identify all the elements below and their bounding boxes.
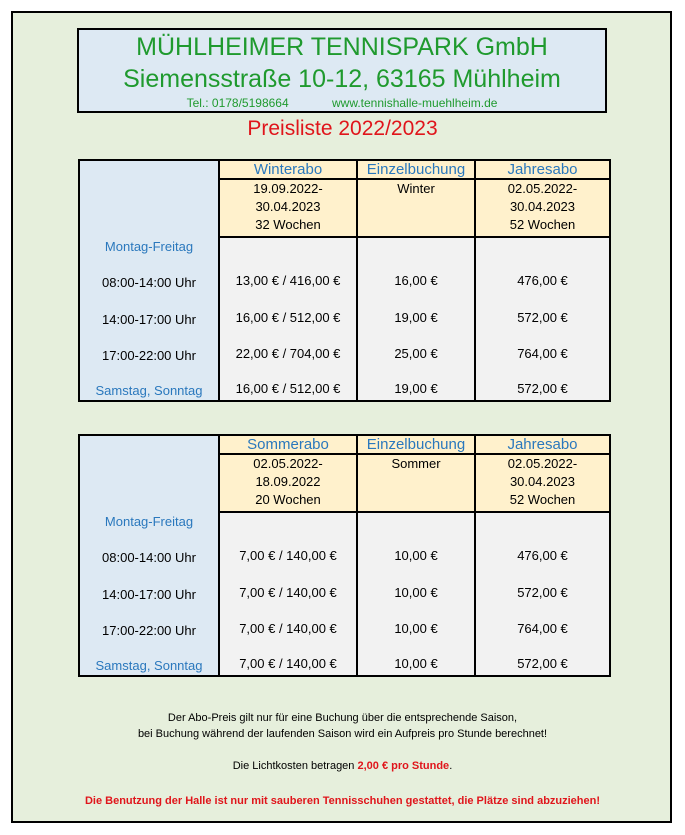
column-header: Jahresabo (475, 435, 610, 454)
price-cell: 7,00 € / 140,00 € (239, 621, 337, 636)
abo-prices (219, 512, 357, 676)
price-cell: 16,00 € / 512,00 € (235, 310, 341, 325)
column-header: Winterabo (219, 160, 357, 179)
hall-rules-note: Die Benutzung der Halle ist nur mit sauberen Tennisschuhen gestattet, die Plätze sind abzuziehen! (84, 795, 601, 807)
price-cell: 10,00 € (394, 656, 438, 671)
price-cell: 22,00 € / 704,00 € (235, 346, 341, 361)
date-line: 02.05.2022- (507, 181, 578, 196)
season-dates (357, 179, 475, 237)
price-cell: 10,00 € (394, 585, 438, 600)
time-slot-label: 17:00-22:00 Uhr (102, 623, 196, 638)
phone-number: Tel.: 0178/5198664 (186, 96, 289, 110)
row-labels-cell (79, 435, 219, 676)
price-cell: 10,00 € (394, 621, 438, 636)
season-dates (219, 454, 357, 512)
time-slot-label: 14:00-17:00 Uhr (102, 312, 196, 327)
price-cell: 764,00 € (517, 621, 568, 636)
summer-price-table (78, 434, 611, 677)
weekend-label: Samstag, Sonntag (95, 383, 203, 398)
company-name: MÜHLHEIMER TENNISPARK GmbH (136, 33, 548, 61)
light-suffix: . (449, 760, 453, 772)
column-header: Einzelbuchung (357, 160, 475, 179)
date-line: 52 Wochen (509, 217, 576, 232)
note-line: Der Abo-Preis gilt nur für eine Buchung über die entsprechende Saison, (167, 712, 518, 724)
season-dates (357, 454, 475, 512)
date-line: 30.04.2023 (255, 199, 321, 214)
price-cell: 7,00 € / 140,00 € (239, 585, 337, 600)
date-line: 30.04.2023 (509, 474, 576, 489)
annual-prices (475, 237, 610, 401)
price-cell: 16,00 € (394, 273, 438, 288)
price-cell: 25,00 € (394, 346, 438, 361)
price-cell: 7,00 € / 140,00 € (239, 656, 337, 671)
price-cell: 572,00 € (517, 381, 568, 396)
row-labels-cell (79, 160, 219, 401)
website-link[interactable]: www.tennishalle-muehlheim.de (332, 96, 498, 110)
column-header: Einzelbuchung (357, 435, 475, 454)
weekday-label: Montag-Freitag (104, 514, 194, 529)
price-cell: 572,00 € (517, 656, 568, 671)
contact-line (79, 96, 605, 110)
annual-prices (475, 512, 610, 676)
company-address: Siemensstraße 10-12, 63165 Mühlheim (123, 65, 561, 93)
company-header (77, 28, 607, 113)
date-line: 32 Wochen (255, 217, 321, 232)
date-line: 19.09.2022- (253, 181, 323, 196)
price-cell: 19,00 € (394, 310, 438, 325)
time-slot-label: 14:00-17:00 Uhr (102, 587, 196, 602)
price-cell: 476,00 € (517, 273, 568, 288)
weekend-label: Samstag, Sonntag (95, 658, 203, 673)
price-cell: 764,00 € (517, 346, 568, 361)
date-line: Winter (397, 181, 435, 196)
date-line: Sommer (391, 456, 441, 471)
date-line: 02.05.2022- (507, 456, 578, 471)
season-dates (219, 179, 357, 237)
price-cell: 10,00 € (394, 548, 438, 563)
date-line: 20 Wochen (255, 492, 321, 507)
price-cell: 572,00 € (517, 310, 568, 325)
column-header: Sommerabo (219, 435, 357, 454)
price-cell: 13,00 € / 416,00 € (235, 273, 341, 288)
date-line: 02.05.2022- (253, 456, 323, 471)
column-header: Jahresabo (475, 160, 610, 179)
price-cell: 572,00 € (517, 585, 568, 600)
time-slot-label: 08:00-14:00 Uhr (102, 275, 196, 290)
price-cell: 16,00 € / 512,00 € (235, 381, 341, 396)
season-dates (475, 454, 610, 512)
time-slot-label: 17:00-22:00 Uhr (102, 348, 196, 363)
note-line: bei Buchung während der laufenden Saison wird ein Aufpreis pro Stunde berechnet! (137, 728, 548, 740)
single-prices (357, 237, 475, 401)
date-line: 52 Wochen (509, 492, 576, 507)
season-dates (475, 179, 610, 237)
light-cost-note (0, 758, 685, 774)
winter-price-table (78, 159, 611, 402)
price-cell: 19,00 € (394, 381, 438, 396)
date-line: 30.04.2023 (509, 199, 576, 214)
abo-prices (219, 237, 357, 401)
price-cell: 476,00 € (517, 548, 568, 563)
date-line: 18.09.2022 (255, 474, 321, 489)
price-cell: 7,00 € / 140,00 € (239, 548, 337, 563)
weekday-label: Montag-Freitag (104, 239, 194, 254)
light-amount: 2,00 € pro Stunde (357, 760, 450, 772)
abo-note (0, 710, 685, 742)
page-title: Preisliste 2022/2023 (247, 117, 438, 140)
single-prices (357, 512, 475, 676)
light-prefix: Die Lichtkosten betragen (232, 760, 358, 772)
time-slot-label: 08:00-14:00 Uhr (102, 550, 196, 565)
